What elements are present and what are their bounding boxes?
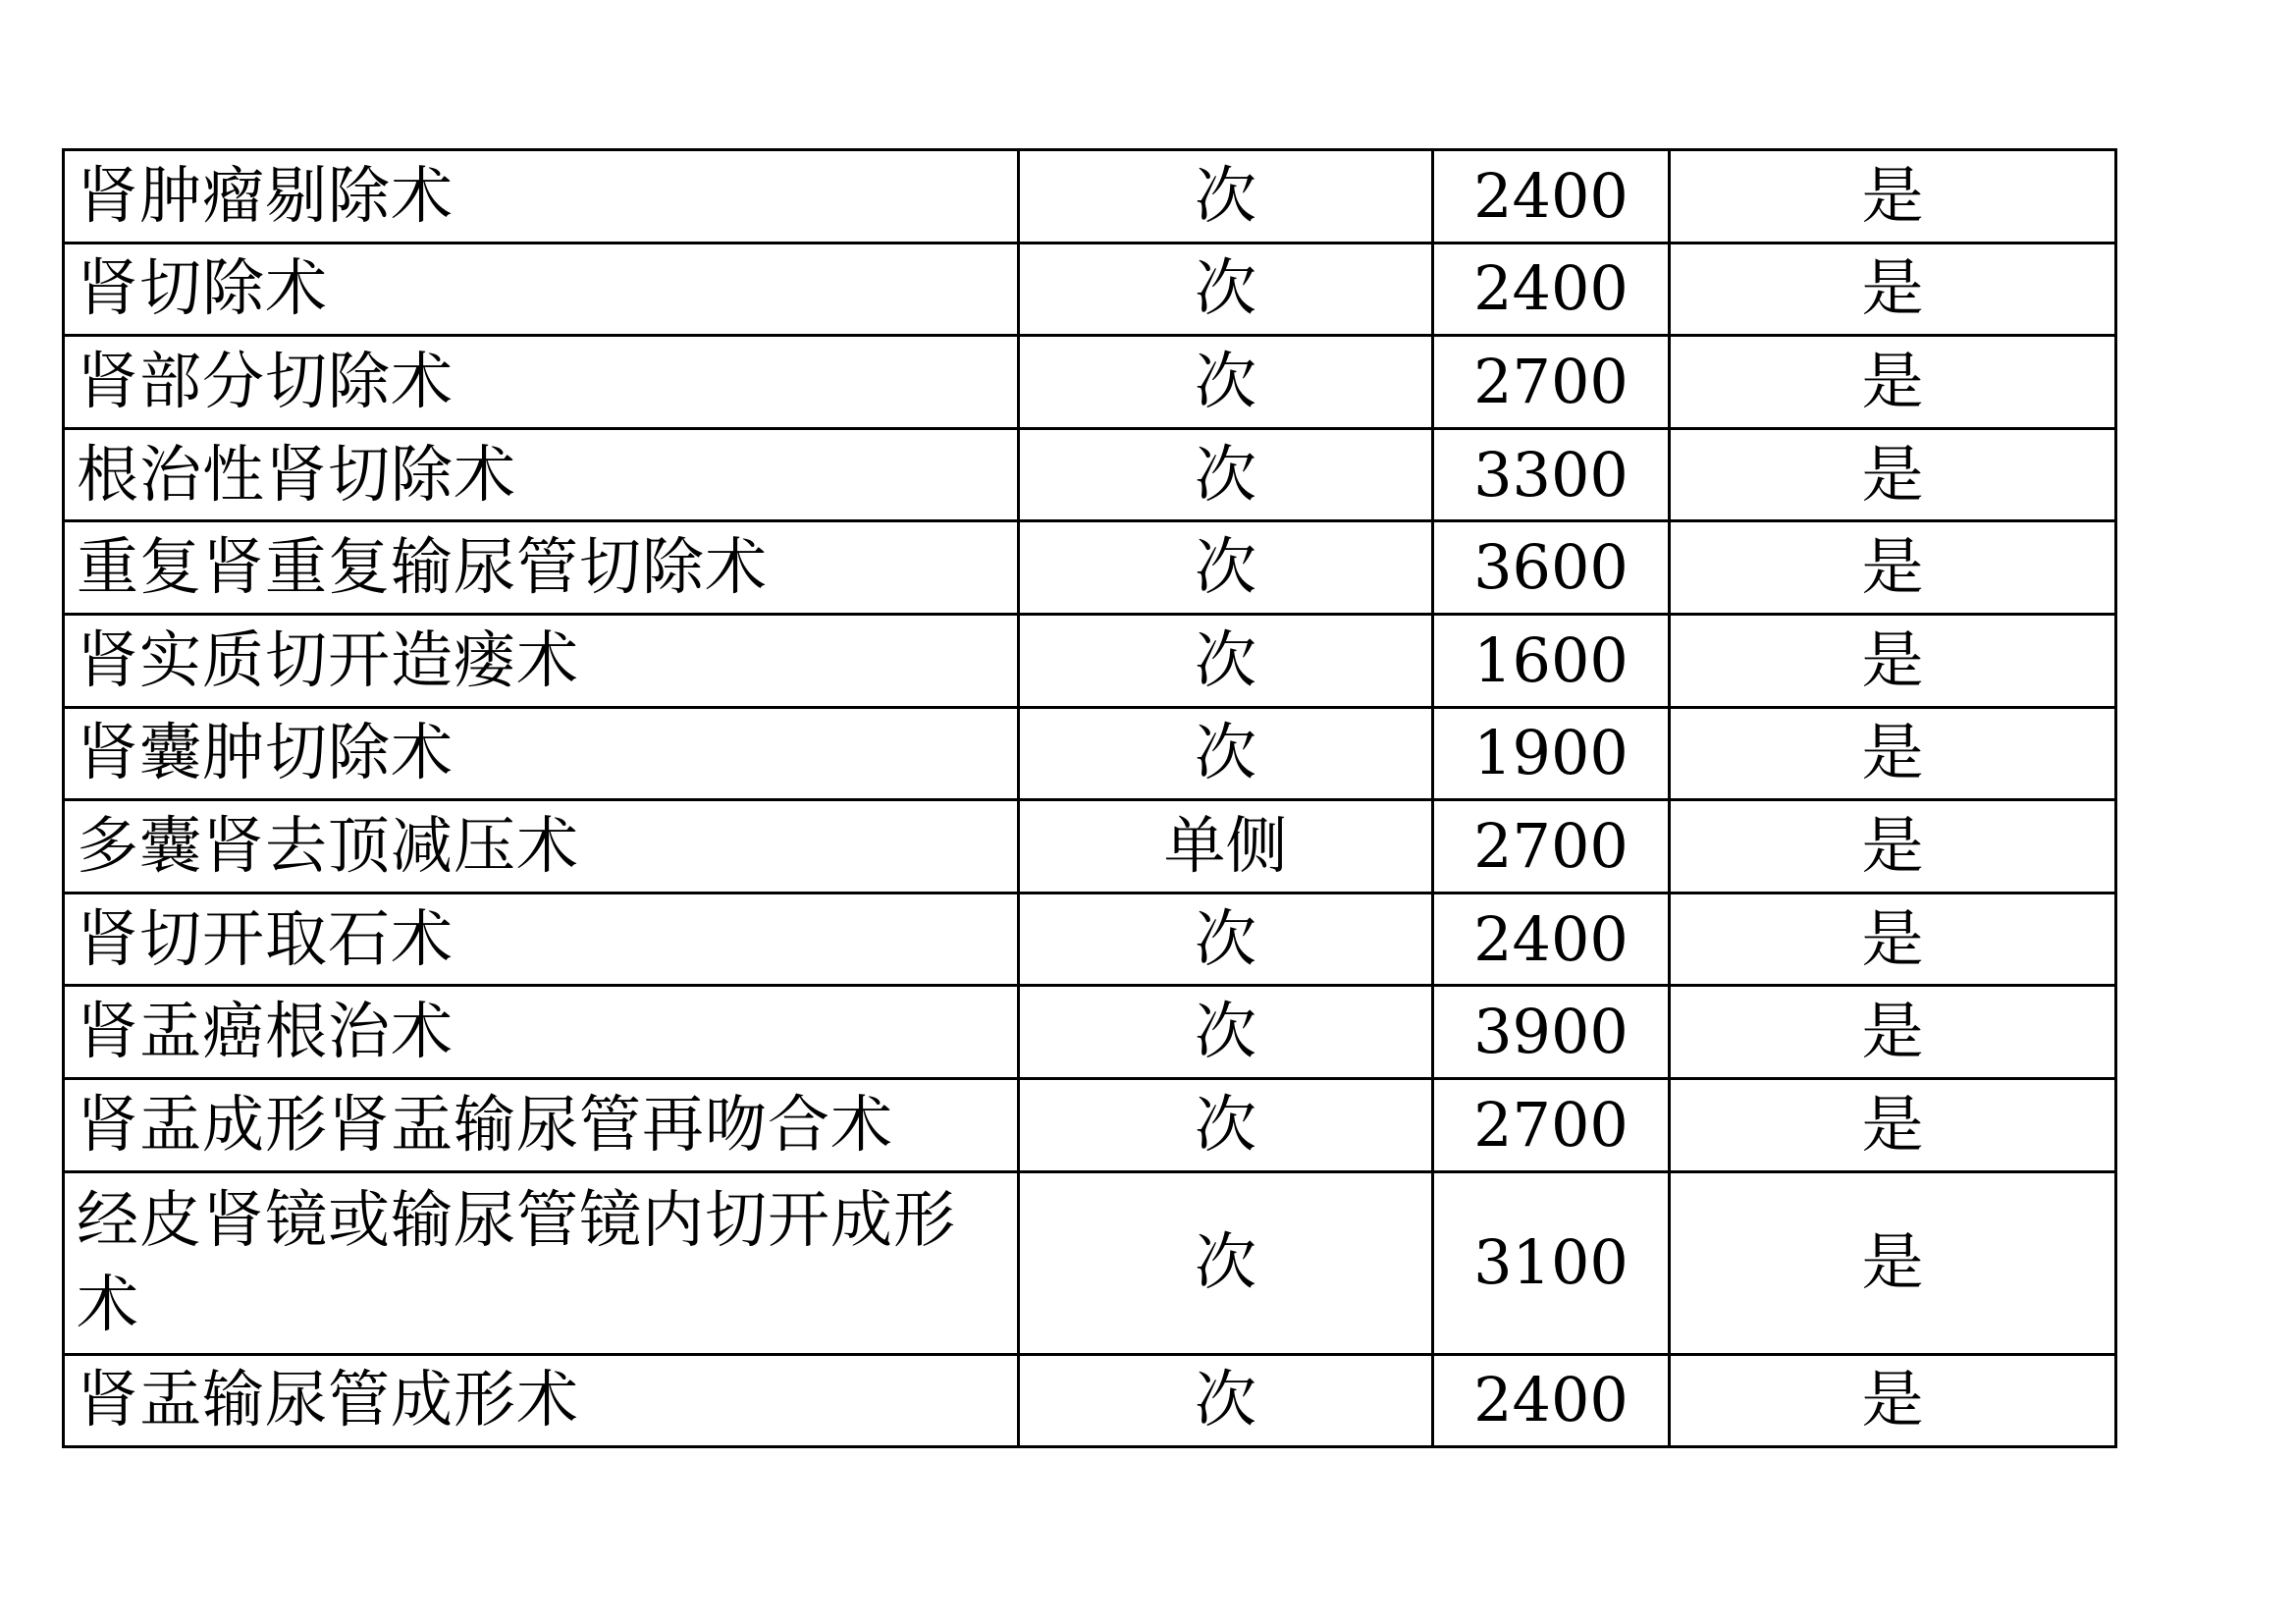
unit-cell: 次 <box>1019 1354 1433 1447</box>
flag-cell: 是 <box>1670 336 2116 429</box>
flag-cell: 是 <box>1670 521 2116 615</box>
flag-cell: 是 <box>1670 707 2116 800</box>
flag-cell: 是 <box>1670 614 2116 707</box>
flag-cell: 是 <box>1670 150 2116 244</box>
table-row <box>64 521 2116 615</box>
price-cell: 2400 <box>1433 893 1670 986</box>
procedure-name-cell: 肾实质切开造瘘术 <box>64 614 1019 707</box>
price-cell: 3300 <box>1433 428 1670 521</box>
price-cell: 3600 <box>1433 521 1670 615</box>
table-row <box>64 1078 2116 1171</box>
table-row <box>64 1171 2116 1354</box>
flag-cell: 是 <box>1670 1171 2116 1354</box>
procedure-name-cell: 肾盂输尿管成形术 <box>64 1354 1019 1447</box>
price-cell: 2700 <box>1433 1078 1670 1171</box>
unit-cell: 单侧 <box>1019 800 1433 893</box>
procedure-name-cell: 经皮肾镜或输尿管镜内切开成形术 <box>64 1171 1019 1354</box>
flag-cell: 是 <box>1670 428 2116 521</box>
unit-cell: 次 <box>1019 707 1433 800</box>
flag-cell: 是 <box>1670 800 2116 893</box>
flag-cell: 是 <box>1670 986 2116 1079</box>
procedure-name-cell: 肾部分切除术 <box>64 336 1019 429</box>
procedure-name-cell: 重复肾重复输尿管切除术 <box>64 521 1019 615</box>
unit-cell: 次 <box>1019 428 1433 521</box>
flag-cell: 是 <box>1670 1078 2116 1171</box>
unit-cell: 次 <box>1019 986 1433 1079</box>
table-row <box>64 150 2116 244</box>
table-row <box>64 893 2116 986</box>
price-cell: 1600 <box>1433 614 1670 707</box>
flag-cell: 是 <box>1670 1354 2116 1447</box>
price-cell: 2400 <box>1433 150 1670 244</box>
procedure-name-cell: 肾盂癌根治术 <box>64 986 1019 1079</box>
price-cell: 1900 <box>1433 707 1670 800</box>
price-cell: 3100 <box>1433 1171 1670 1354</box>
unit-cell: 次 <box>1019 1171 1433 1354</box>
table-row <box>64 243 2116 336</box>
unit-cell: 次 <box>1019 1078 1433 1171</box>
procedure-name-cell: 根治性肾切除术 <box>64 428 1019 521</box>
procedure-name-cell: 肾盂成形肾盂输尿管再吻合术 <box>64 1078 1019 1171</box>
price-cell: 2700 <box>1433 336 1670 429</box>
procedure-name-cell: 多囊肾去顶减压术 <box>64 800 1019 893</box>
table-row <box>64 1354 2116 1447</box>
flag-cell: 是 <box>1670 893 2116 986</box>
table-row <box>64 428 2116 521</box>
table-row <box>64 614 2116 707</box>
unit-cell: 次 <box>1019 150 1433 244</box>
procedure-price-table <box>62 148 2117 1448</box>
table-row <box>64 336 2116 429</box>
table-row <box>64 707 2116 800</box>
unit-cell: 次 <box>1019 521 1433 615</box>
price-cell: 3900 <box>1433 986 1670 1079</box>
price-cell: 2400 <box>1433 243 1670 336</box>
flag-cell: 是 <box>1670 243 2116 336</box>
unit-cell: 次 <box>1019 614 1433 707</box>
table-row <box>64 800 2116 893</box>
unit-cell: 次 <box>1019 893 1433 986</box>
table-row <box>64 986 2116 1079</box>
procedure-name-cell: 肾切除术 <box>64 243 1019 336</box>
price-cell: 2400 <box>1433 1354 1670 1447</box>
unit-cell: 次 <box>1019 243 1433 336</box>
price-cell: 2700 <box>1433 800 1670 893</box>
procedure-name-cell: 肾肿瘤剔除术 <box>64 150 1019 244</box>
unit-cell: 次 <box>1019 336 1433 429</box>
procedure-name-cell: 肾囊肿切除术 <box>64 707 1019 800</box>
procedure-name-cell: 肾切开取石术 <box>64 893 1019 986</box>
